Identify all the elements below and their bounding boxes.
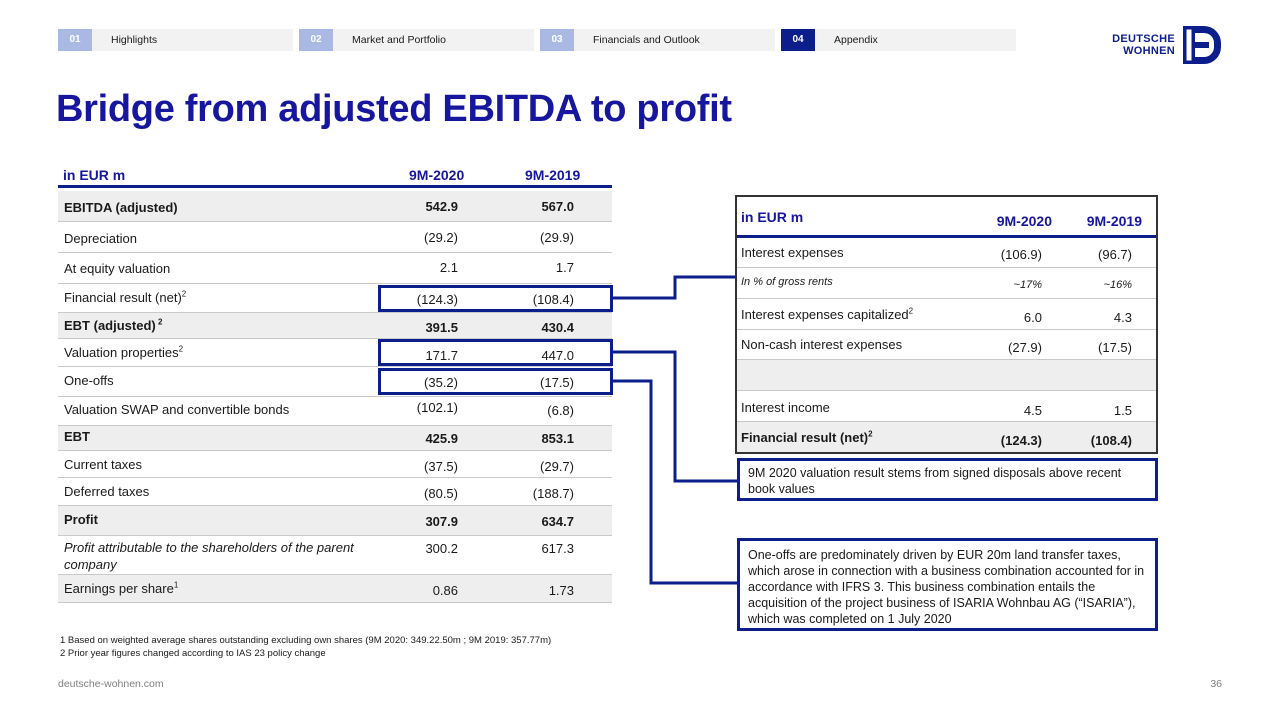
nav-label: Financials and Outlook	[593, 34, 700, 46]
row-value-2019: (29.9)	[540, 230, 574, 245]
row-value-2020: 6.0	[1023, 310, 1042, 325]
row-value-2020: 4.5	[1023, 403, 1042, 418]
nav-number: 03	[540, 29, 574, 51]
row-label: Non-cash interest expenses	[741, 337, 903, 352]
row-label	[64, 581, 178, 596]
row-label	[64, 290, 186, 305]
footnote-ref: 2	[181, 289, 187, 299]
row-value-2020: ~17%	[1013, 279, 1042, 291]
table-row	[737, 268, 1156, 299]
row-label: Deferred taxes	[64, 484, 150, 499]
nav-label: Market and Portfolio	[352, 34, 446, 46]
row-value-2019: (108.4)	[1090, 433, 1132, 448]
row-value-2020: 171.7	[425, 348, 458, 363]
logo-icon	[1182, 25, 1222, 65]
row-label	[741, 430, 873, 445]
row-value-2020: (102.1)	[416, 400, 458, 415]
row-label: At equity valuation	[64, 261, 171, 276]
row-label: EBT	[64, 429, 90, 444]
table-row	[58, 506, 612, 536]
table-row	[737, 391, 1156, 422]
row-value-2020: 391.5	[425, 320, 458, 335]
table-row	[737, 238, 1156, 268]
footer-url[interactable]: deutsche-wohnen.com	[58, 678, 164, 690]
row-value-2019: 634.7	[541, 514, 574, 529]
highlight-financial-result	[378, 285, 613, 312]
row-value-2019: (6.8)	[547, 403, 574, 418]
table-row	[737, 330, 1156, 360]
row-label: Profit attributable to the shareholders of the parent company	[64, 540, 354, 572]
row-label	[741, 307, 913, 322]
nav-label: Highlights	[111, 34, 158, 46]
row-value-2019: 430.4	[541, 320, 574, 335]
row-value-2020: 425.9	[425, 431, 458, 446]
highlight-one-offs	[378, 368, 613, 395]
left-table-unit: in EUR m	[63, 167, 126, 183]
footnote-ref: 2	[178, 344, 184, 354]
row-value-2019: 1.7	[555, 260, 574, 275]
nav-number: 02	[299, 29, 333, 51]
footnote-ref: 1	[173, 580, 179, 590]
row-value-2019: 853.1	[541, 431, 574, 446]
row-label: Valuation SWAP and convertible bonds	[64, 402, 290, 417]
row-value-2020: 307.9	[425, 514, 458, 529]
one-offs-note: One-offs are predominately driven by EUR 20m land transfer taxes, which arose in connection with a business combination accounted for in accordance with IFRS 3. This business combination entails the acquisition of the project business of ISARIA Wohnbau AG (“ISARIA”), which was completed on 1 July 2020	[737, 538, 1158, 631]
footnote-ref: 2	[868, 429, 873, 439]
row-label	[64, 318, 162, 333]
table-row	[58, 478, 612, 506]
left-table-col-2020: 9M-2020	[409, 167, 465, 183]
row-label: Interest income	[741, 400, 830, 415]
nav-label: Appendix	[834, 34, 878, 46]
footnote-ref: 2	[155, 317, 163, 327]
valuation-note: 9M 2020 valuation result stems from signed disposals above recent book values	[737, 458, 1158, 501]
row-value-2019: (29.7)	[540, 459, 574, 474]
table-row	[58, 575, 612, 603]
row-label-text: Valuation properties	[64, 345, 179, 360]
nav-number: 01	[58, 29, 92, 51]
table-row	[58, 222, 612, 253]
row-label	[64, 345, 183, 360]
left-table-header	[58, 164, 612, 188]
row-label: Depreciation	[64, 231, 137, 246]
row-value-2020: (106.9)	[1000, 247, 1042, 262]
table-row	[58, 397, 612, 426]
right-table-col-2020: 9M-2020	[996, 213, 1052, 229]
row-value-2020: (37.5)	[424, 459, 458, 474]
footnote-1: 1 Based on weighted average shares outstanding excluding own shares (9M 2020: 349.22.50m ; 9M 2019: 357.77m)	[60, 635, 552, 646]
row-value-2020: 0.86	[432, 583, 458, 598]
row-value-2020: 300.2	[425, 541, 458, 556]
left-table-col-2019: 9M-2019	[525, 167, 581, 183]
row-value-2019: (108.4)	[532, 292, 574, 307]
page-number: 36	[1210, 678, 1222, 690]
footnote-2: 2 Prior year figures changed according to IAS 23 policy change	[60, 648, 326, 659]
row-label: Profit	[64, 512, 98, 527]
row-value-2019: ~16%	[1103, 279, 1132, 291]
row-value-2019: 447.0	[541, 348, 574, 363]
logo-line-1: DEUTSCHE	[1112, 33, 1175, 45]
table-row	[58, 313, 612, 339]
nav-item-highlights[interactable]	[58, 29, 293, 51]
nav-item-appendix[interactable]	[781, 29, 1016, 51]
right-table-header	[737, 197, 1156, 238]
row-value-2019: 1.5	[1113, 403, 1132, 418]
table-row	[58, 191, 612, 222]
logo-line-2: WOHNEN	[1123, 45, 1175, 57]
nav-number: 04	[781, 29, 815, 51]
row-label-text: Financial result (net)	[741, 430, 869, 445]
nav-item-financials-outlook[interactable]	[540, 29, 775, 51]
financial-result-table	[735, 195, 1158, 454]
row-value-2019: 1.73	[548, 583, 574, 598]
row-value-2020: (124.3)	[416, 292, 458, 307]
logo-wordmark	[1095, 33, 1175, 57]
right-table-unit: in EUR m	[741, 209, 804, 225]
nav-item-market-portfolio[interactable]	[299, 29, 534, 51]
connector-financial-result	[613, 277, 735, 298]
highlight-valuation-properties	[378, 339, 613, 366]
row-value-2020: 542.9	[425, 199, 458, 214]
table-row	[737, 299, 1156, 330]
row-label: EBITDA (adjusted)	[64, 200, 178, 215]
row-value-2020: (27.9)	[1008, 340, 1042, 355]
row-label: Current taxes	[64, 457, 143, 472]
row-label: In % of gross rents	[741, 276, 833, 288]
row-value-2019: 617.3	[541, 541, 574, 556]
row-value-2020: (124.3)	[1000, 433, 1042, 448]
table-row	[737, 422, 1156, 452]
row-value-2020: (35.2)	[424, 375, 458, 390]
row-value-2020: (29.2)	[424, 230, 458, 245]
row-label: One-offs	[64, 373, 114, 388]
row-value-2019: 567.0	[541, 199, 574, 214]
table-row	[58, 536, 612, 575]
footnote-ref: 2	[908, 306, 914, 316]
row-label-text: Interest expenses capitalized	[741, 307, 909, 322]
row-value-2019: 4.3	[1113, 310, 1132, 325]
row-label-text: EBT (adjusted)	[64, 318, 156, 333]
row-label-text: Financial result (net)	[64, 290, 182, 305]
connector-valuation	[613, 352, 737, 481]
row-value-2019: (17.5)	[1098, 340, 1132, 355]
table-row	[58, 253, 612, 284]
row-value-2019: (96.7)	[1098, 247, 1132, 262]
table-row	[58, 426, 612, 451]
row-value-2019: (17.5)	[540, 375, 574, 390]
row-label-text: Earnings per share	[64, 581, 174, 596]
table-row-empty	[737, 360, 1156, 391]
table-row	[58, 451, 612, 478]
page-title: Bridge from adjusted EBITDA to profit	[56, 88, 732, 130]
row-label: Interest expenses	[741, 245, 844, 260]
right-table-col-2019: 9M-2019	[1086, 213, 1142, 229]
row-value-2020: 2.1	[439, 260, 458, 275]
row-value-2019: (188.7)	[532, 486, 574, 501]
row-value-2020: (80.5)	[424, 486, 458, 501]
connector-one-offs	[613, 381, 737, 583]
